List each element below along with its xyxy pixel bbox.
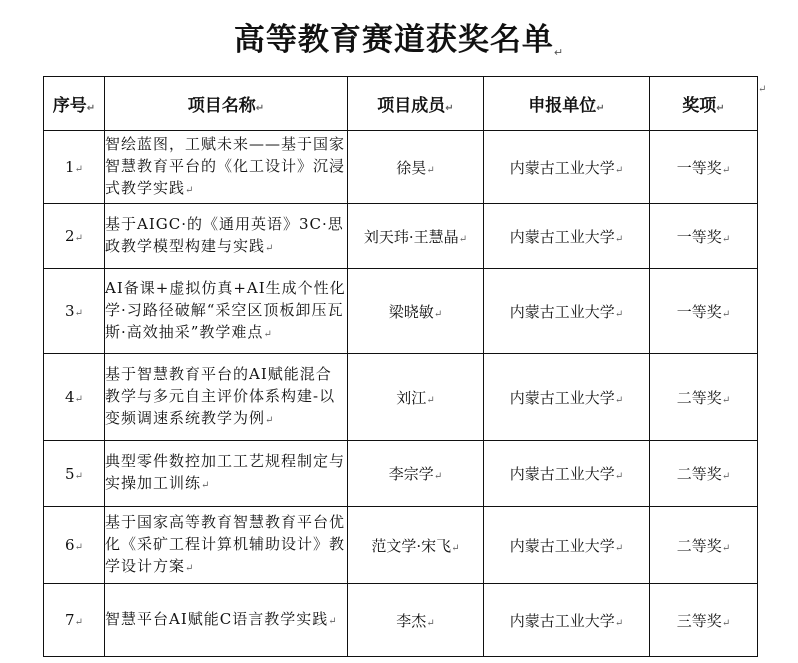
table-row <box>44 584 758 657</box>
paragraph-mark-icon: ↵ <box>185 184 195 196</box>
paragraph-mark-icon: ↵ <box>265 242 275 254</box>
cell-unit: 内蒙古工业大学↵ <box>484 204 650 269</box>
paragraph-mark-icon: ↵ <box>426 617 435 629</box>
paragraph-mark-icon: ↵ <box>185 562 195 574</box>
paragraph-mark-icon: ↵ <box>328 615 338 627</box>
paragraph-mark-icon: ↵ <box>614 471 624 482</box>
cell-members: 刘江↵ <box>348 354 484 441</box>
paragraph-mark-icon: ↵ <box>74 164 83 175</box>
table-row <box>44 441 758 507</box>
cell-project-name: 智慧平台AI赋能C语言教学实践↵ <box>105 584 348 657</box>
cell-unit: 内蒙古工业大学↵ <box>484 441 650 507</box>
cell-award: 一等奖↵ <box>650 269 758 354</box>
paragraph-mark-icon: ↵ <box>426 164 435 176</box>
paragraph-mark-icon: ↵ <box>74 233 83 244</box>
cell-index: 4↵ <box>44 354 105 441</box>
cell-index: 7↵ <box>44 584 105 657</box>
cell-award: 二等奖↵ <box>650 507 758 584</box>
table-row <box>44 507 758 584</box>
cell-members: 梁晓敏↵ <box>348 269 484 354</box>
cell-unit: 内蒙古工业大学↵ <box>484 269 650 354</box>
cell-members: 徐昊↵ <box>348 131 484 204</box>
table-row <box>44 269 758 354</box>
cell-unit: 内蒙古工业大学↵ <box>484 354 650 441</box>
cell-members: 李宗学↵ <box>348 441 484 507</box>
cell-members: 李杰↵ <box>348 584 484 657</box>
cell-index: 2↵ <box>44 204 105 269</box>
cell-index: 5↵ <box>44 441 105 507</box>
cell-award: 一等奖↵ <box>650 204 758 269</box>
paragraph-mark-icon: ↵ <box>721 471 731 482</box>
cell-award: 一等奖↵ <box>650 131 758 204</box>
paragraph-mark-icon: ↵ <box>721 164 731 176</box>
paragraph-mark-icon: ↵ <box>426 394 435 406</box>
cell-index: 6↵ <box>44 507 105 584</box>
paragraph-mark-icon: ↵ <box>74 470 83 482</box>
cell-award: 二等奖↵ <box>650 354 758 441</box>
title-text: 高等教育赛道获奖名单 <box>233 22 554 58</box>
header-index: 序号↵ <box>44 77 105 131</box>
cell-members: 范文学·宋飞↵ <box>348 507 484 584</box>
cell-award: 三等奖↵ <box>650 584 758 657</box>
award-table <box>43 76 758 657</box>
cell-unit: 内蒙古工业大学↵ <box>484 507 650 584</box>
paragraph-mark-icon: ↵ <box>74 542 83 553</box>
paragraph-mark-icon: ↵ <box>614 164 624 176</box>
paragraph-mark-icon: ↵ <box>614 617 624 629</box>
paragraph-mark-icon: ↵ <box>458 233 468 245</box>
paragraph-mark-icon: ↵ <box>74 617 83 628</box>
page-title <box>0 14 798 59</box>
paragraph-mark-icon: ↵ <box>721 542 731 554</box>
cell-project-name: 智绘蓝图，工赋未来——基于国家智慧教育平台的《化工设计》沉浸式教学实践↵ <box>105 131 348 204</box>
cell-unit: 内蒙古工业大学↵ <box>484 584 650 657</box>
paragraph-mark-icon: ↵ <box>451 542 460 554</box>
cell-end-mark-icon: ↵ <box>758 84 767 95</box>
table-row <box>44 131 758 204</box>
paragraph-mark-icon: ↵ <box>721 617 731 629</box>
paragraph-mark-icon: ↵ <box>614 394 624 406</box>
cell-index: 3↵ <box>44 269 105 354</box>
table-row <box>44 354 758 441</box>
cell-project-name: AI备课+虚拟仿真+AI生成个性化学·习路径破解“采空区顶板卸压瓦斯·高效抽采”教学难点↵ <box>105 269 348 354</box>
paragraph-mark-icon: ↵ <box>721 308 731 320</box>
paragraph-mark-icon: ↵ <box>614 542 624 554</box>
header-award: 奖项↵ <box>650 77 758 131</box>
paragraph-mark-icon: ↵ <box>201 480 211 491</box>
header-project-name: 项目名称↵ <box>105 77 348 131</box>
cell-index: 1↵ <box>44 131 105 204</box>
paragraph-mark-icon: ↵ <box>553 46 565 59</box>
table-row <box>44 204 758 269</box>
paragraph-mark-icon: ↵ <box>263 328 273 340</box>
cell-project-name: 基于国家高等教育智慧教育平台优化《采矿工程计算机辅助设计》教学设计方案↵ <box>105 507 348 584</box>
paragraph-mark-icon: ↵ <box>74 394 83 405</box>
paragraph-mark-icon: ↵ <box>614 233 624 245</box>
cell-members: 刘天玮·王慧晶↵ <box>348 204 484 269</box>
paragraph-mark-icon: ↵ <box>614 308 624 320</box>
paragraph-mark-icon: ↵ <box>433 308 443 320</box>
cell-unit: 内蒙古工业大学↵ <box>484 131 650 204</box>
header-members: 项目成员↵ <box>348 77 484 131</box>
cell-project-name: 基于智慧教育平台的AI赋能混合教学与多元自主评价体系构建-以变频调速系统教学为例↵ <box>105 354 348 441</box>
cell-award: 二等奖↵ <box>650 441 758 507</box>
paragraph-mark-icon: ↵ <box>265 414 275 426</box>
table-header-row <box>44 77 758 131</box>
paragraph-mark-icon: ↵ <box>74 308 83 319</box>
header-unit: 申报单位↵ <box>484 77 650 131</box>
paragraph-mark-icon: ↵ <box>721 233 731 245</box>
cell-project-name: 基于AIGC·的《通用英语》3C·思政教学模型构建与实践↵ <box>105 204 348 269</box>
paragraph-mark-icon: ↵ <box>433 471 443 482</box>
cell-project-name: 典型零件数控加工工艺规程制定与实操加工训练↵ <box>105 441 348 507</box>
paragraph-mark-icon: ↵ <box>721 394 731 406</box>
